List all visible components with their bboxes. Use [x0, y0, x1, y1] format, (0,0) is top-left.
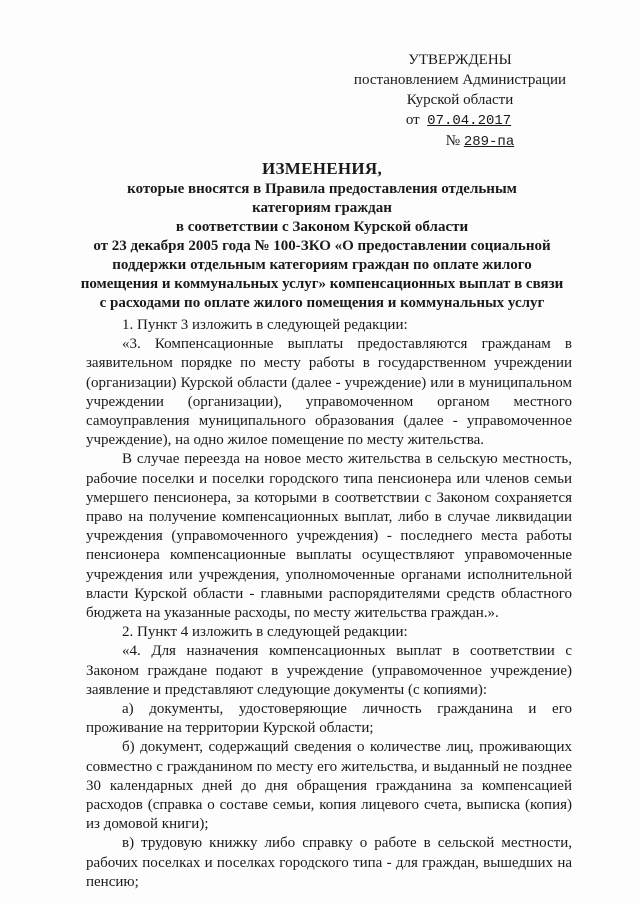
title-line-1: которые вносятся в Правила предоставления отдельным: [127, 181, 517, 197]
title-line-2: категориям граждан: [252, 200, 392, 216]
paragraph-item-2: 2. Пункт 4 изложить в следующей редакции:: [122, 624, 408, 641]
title-line-3: в соответствии с Законом Курской области: [175, 219, 469, 235]
paragraph-sub-v: в) трудовую книжку либо справку о работе в сельской местности, рабочих поселках и поселках городского типа - для граждан, вышедших на пенсию;: [86, 835, 572, 890]
paragraph-clause-4: «4. Для назначения компенсационных выплат в соответствии с Законом граждане подают в учреждение (управомоченное учреждение) заявление и представляют следующие документы (с копиями):: [86, 643, 572, 698]
title-main: ИЗМЕНЕНИЯ,: [261, 159, 383, 178]
title-line-4: от 23 декабря 2005 года № 100-ЗКО «О предоставлении социальной: [93, 238, 551, 254]
approval-number: 289-па: [463, 134, 515, 150]
title-line-7: с расходами по оплате жилого помещения и коммунальных услуг: [99, 295, 545, 311]
document-body: [86, 316, 572, 892]
paragraph-sub-b: б) документ, содержащий сведения о количестве лиц, проживающих совместно с гражданином по месту его жительства, и выданный не позднее 30 календарных дней до дня обращения гражданина за компенсацией расходов (справка о составе семьи, копия лицевого счета, выписка (копия) из домовой книги);: [86, 739, 572, 833]
paragraph-item-1: 1. Пункт 3 изложить в следующей редакции:: [122, 317, 408, 333]
approval-number-row: [340, 131, 580, 152]
approval-date: 07.04.2017: [427, 113, 512, 129]
approval-number-prefix: №: [445, 133, 461, 149]
paragraph-relocation: В случае переезда на новое место жительства в сельскую местность, рабочие поселки и поселки городского типа пенсионера или членов семьи умершего пенсионера, за которыми в соответствии с Законом сохраняется право на получение компенсационных выплат, либо в случае ликвидации учреждения (управомоченного учреждения) - последнего места работы пенсионера компенсационные выплаты осуществляют управомоченные учреждения или учреждения, уполномоченные органами исполнительной власти Курской области - главными распорядителями средств областного бюджета на указанные расходы, по месту жительства граждан.».: [86, 451, 572, 622]
approval-date-row: [340, 110, 580, 131]
document-title: [72, 158, 572, 313]
approval-authority: постановлением Администрации: [353, 72, 567, 88]
paragraph-clause-3: «3. Компенсационные выплаты предоставляются гражданам в заявительном порядке по месту работы в государственном учреждении (организации) Курской области (далее - учреждение) или в муниципальном учреждении (организации), управомоченном органом местного самоуправления муниципального образования (далее - управомоченное учреждение), на одно жилое помещение по месту жительства.: [86, 336, 572, 449]
approval-stamp: [340, 50, 580, 152]
approval-date-prefix: от: [405, 112, 420, 128]
title-line-6: помещения и коммунальных услуг» компенсационных выплат в связи: [80, 276, 564, 292]
paragraph-sub-a: а) документы, удостоверяющие личность гражданина и его проживание на территории Курской области;: [86, 701, 572, 737]
approval-region: Курской области: [406, 92, 514, 108]
approval-heading: УТВЕРЖДЕНЫ: [408, 52, 512, 68]
title-line-5: поддержки отдельным категориям граждан по оплате жилого: [112, 257, 532, 273]
